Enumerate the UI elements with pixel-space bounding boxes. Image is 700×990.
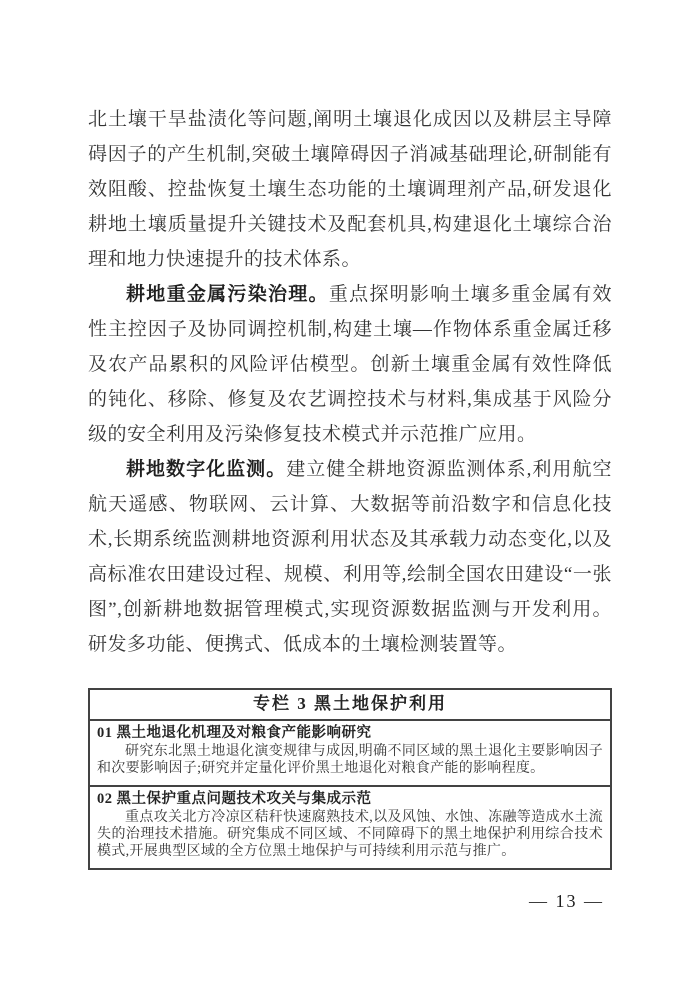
- column-item-01: [90, 721, 610, 785]
- body-text-block: [88, 102, 612, 870]
- column-item-02-title: 黑土保护重点问题技术攻关与集成示范: [116, 791, 372, 807]
- column-item-02-number: 02: [97, 791, 113, 807]
- column-box-title: 专栏 3 黑土地保护利用: [90, 690, 610, 721]
- paragraph-body: 北土壤干旱盐渍化等问题,阐明土壤退化成因以及耕层主导障碍因子的产生机制,突破土壤障碍因子消减基础理论,研制能有效阻酸、控盐恢复土壤生态功能的土壤调理剂产品,研发退化耕地土壤质量提升关键技术及配套机具,构建退化土壤综合治理和地力快速提升的技术体系。: [88, 109, 612, 270]
- paragraph-heavy-metal-pollution: [88, 277, 612, 452]
- column-item-01-number: 01: [97, 725, 113, 741]
- paragraph-body: 建立健全耕地资源监测体系,利用航空航天遥感、物联网、云计算、大数据等前沿数字和信息化技术,长期系统监测耕地资源利用状态及其承载力动态变化,以及高标准农田建设过程、规模、利用等,绘制全国农田建设“一张图”,创新耕地数据管理模式,实现资源数据监测与开发利用。研发多功能、便携式、低成本的土壤检测装置等。: [88, 459, 612, 655]
- column-item-02: [90, 785, 610, 868]
- column-box-black-soil: [88, 688, 612, 870]
- paragraph-digital-monitoring: [88, 452, 612, 662]
- column-item-02-body: 重点攻关北方冷凉区秸秆快速腐熟技术,以及风蚀、水蚀、冻融等造成水土流失的治理技术措施。研究集成不同区域、不同障碍下的黑土地保护利用综合技术模式,开展典型区域的全方位黑土地保护与可持续利用示范与推广。: [97, 810, 603, 859]
- paragraph-soil-degradation: [88, 102, 612, 277]
- paragraph-body: 重点探明影响土壤多重金属有效性主控因子及协同调控机制,构建土壤—作物体系重金属迁移及农产品累积的风险评估模型。创新土壤重金属有效性降低的钝化、移除、修复及农艺调控技术与材料,集成基于风险分级的安全利用及污染修复技术模式并示范推广应用。: [88, 284, 612, 445]
- column-item-01-heading: [97, 725, 603, 742]
- column-item-02-heading: [97, 791, 603, 808]
- page-number: — 13 —: [529, 891, 604, 911]
- column-item-01-title: 黑土地退化机理及对粮食产能影响研究: [116, 725, 372, 741]
- paragraph-lead-bold: 耕地重金属污染治理。: [126, 284, 329, 305]
- column-item-01-body: 研究东北黑土地退化演变规律与成因,明确不同区域的黑土退化主要影响因子和次要影响因子;研究并定量化评价黑土地退化对粮食产能的影响程度。: [97, 744, 603, 776]
- paragraph-lead-bold: 耕地数字化监测。: [126, 459, 287, 480]
